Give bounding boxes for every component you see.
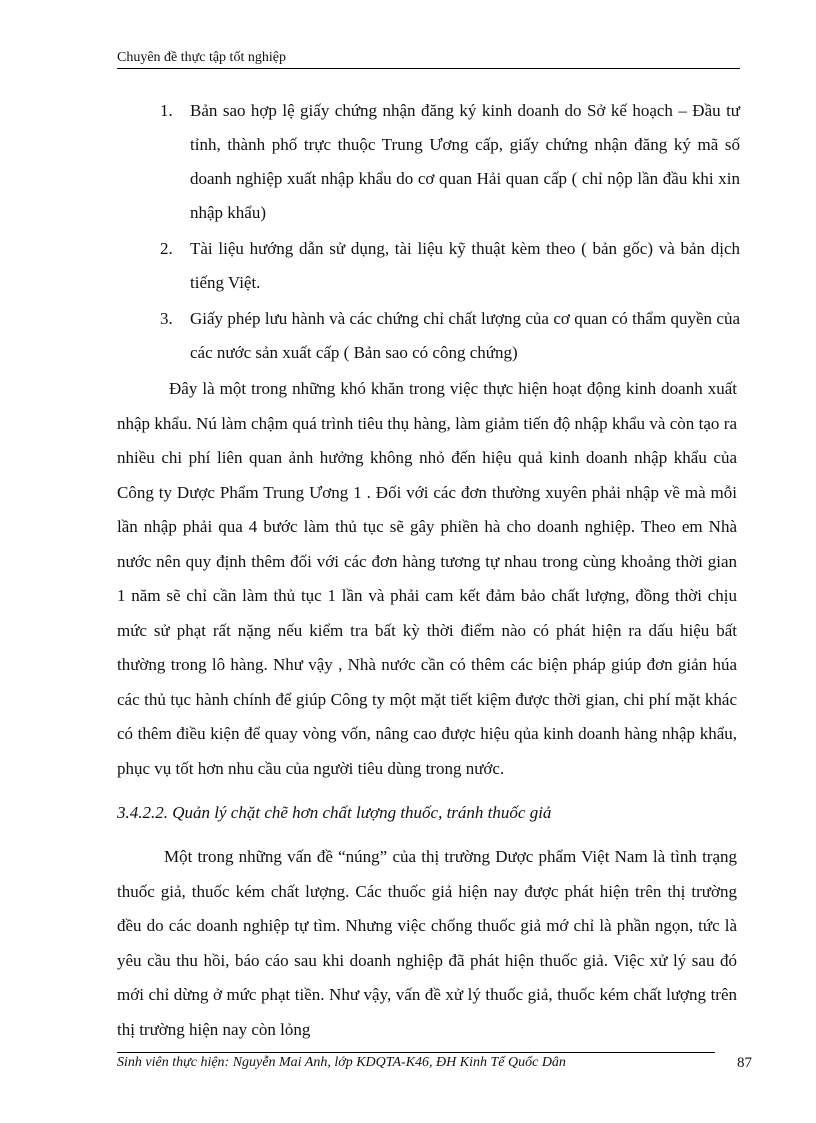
section-heading: 3.4.2.2. Quản lý chặt chẽ hơn chất lượng thuốc, tránh thuốc giả [117, 803, 552, 822]
footer-author: Sinh viên thực hiện: Nguyễn Mai Anh, lớp KDQTA-K46, ĐH Kinh Tế Quốc Dân [117, 1055, 566, 1070]
requirements-list [160, 94, 740, 370]
page-number: 87 [737, 1055, 752, 1071]
list-item-text: Giấy phép lưu hành và các chứng chỉ chất lượng của cơ quan có thẩm quyền của các nước sản xuất cấp ( Bản sao có công chứng) [190, 309, 740, 362]
body-paragraph: Đây là một trong những khó khăn trong việc thực hiện hoạt động kinh doanh xuất nhập khẩu. Nú làm chậm quá trình tiêu thụ hàng, làm giảm tiến độ nhập khẩu và còn tạo ra nhiều chi phí liên quan ảnh hưởng không nhỏ đến hiệu quả kinh doanh nhập khẩu của Công ty Dược Phẩm Trung Ương 1 . Đối với các đơn thường xuyên phải nhập về mà mỗi lần nhập phải qua 4 bước làm thủ tục sẽ gây phiền hà cho doanh nghiệp. Theo em Nhà nước nên quy định thêm đối với các đơn hàng tương tự nhau trong cùng khoảng thời gian 1 năm sẽ chỉ cần làm thủ tục 1 lần và phải cam kết đảm bảo chất lượng, đồng thời chịu mức sử phạt rất nặng nếu kiểm tra bất kỳ thời điểm nào có phát hiện ra dấu hiệu bất thường trong lô hàng. Như vậy , Nhà nước cần có thêm các biện pháp giúp đơn giản húa các thủ tục hành chính để giúp Công ty một mặt tiết kiệm được thời gian, chi phí mặt khác có thêm điều kiện để quay vòng vốn, nâng cao được hiệu qủa kinh doanh hàng nhập khẩu, phục vụ tốt hơn nhu cầu của người tiêu dùng trong nước. [117, 379, 737, 778]
list-item [160, 232, 740, 300]
list-item [160, 94, 740, 230]
list-item-text: Tài liệu hướng dẫn sử dụng, tài liệu kỹ thuật kèm theo ( bản gốc) và bản dịch tiếng Việt. [190, 239, 740, 292]
list-item-number: 1. [160, 101, 173, 120]
footer-divider [117, 1052, 715, 1053]
list-item-number: 2. [160, 239, 173, 258]
body-paragraph: Một trong những vấn đề “núng” của thị trường Dược phẩm Việt Nam là tình trạng thuốc giả, thuốc kém chất lượng. Các thuốc giả hiện nay được phát hiện trên thị trường đều do các doanh nghiệp tự tìm. Nhưng việc chống thuốc giả mớ chỉ là phần ngọn, tức là yêu cầu thu hồi, báo cáo sau khi doanh nghiệp đã phát hiện thuốc giả. Việc xử lý sau đó mới chỉ dừng ở mức phạt tiền. Như vậy, vấn đề xử lý thuốc giả, thuốc kém chất lượng trên thị trường hiện nay còn lỏng [117, 847, 737, 1039]
list-item-number: 3. [160, 309, 173, 328]
list-item-text: Bản sao hợp lệ giấy chứng nhận đăng ký kinh doanh do Sở kế hoạch – Đầu tư tỉnh, thành phố trực thuộc Trung Ương cấp, giấy chứng nhận đăng ký mã số doanh nghiệp xuất nhập khẩu do cơ quan Hải quan cấp ( chỉ nộp lần đầu khi xin nhập khẩu) [190, 101, 740, 222]
list-item [160, 302, 740, 370]
page-header: Chuyên đề thực tập tốt nghiệp [117, 50, 740, 69]
